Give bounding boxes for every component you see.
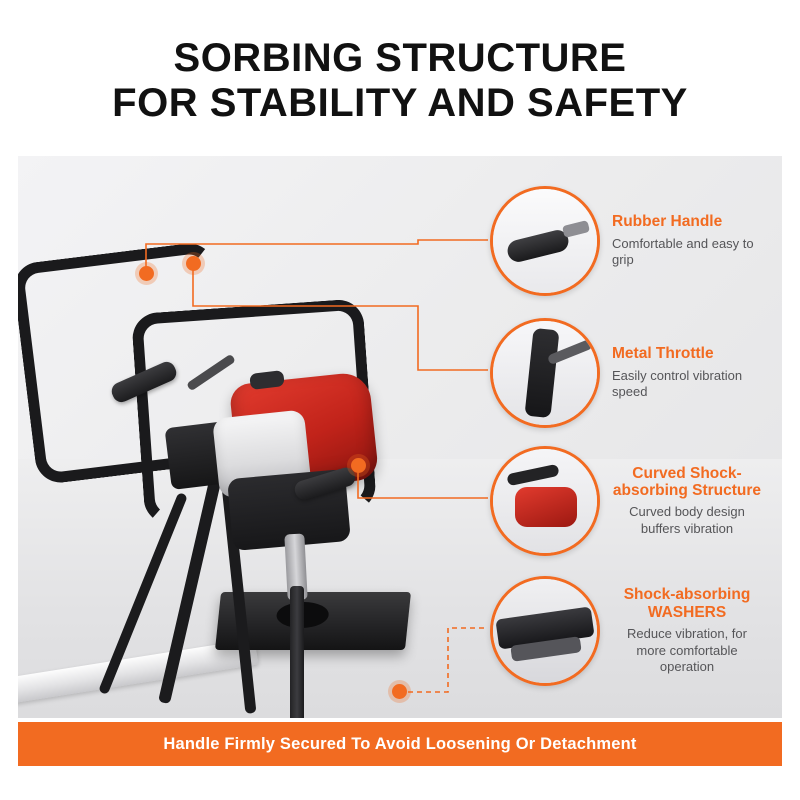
callout-shock-absorbing-washers (490, 576, 762, 686)
callout-description: Reduce vibration, for more comfortable operation (627, 625, 747, 675)
page-title (0, 36, 800, 126)
product-photo-stage (18, 156, 782, 718)
hotspot-dot-curved-structure (351, 458, 366, 473)
page-title-line-1: SORBING STRUCTURE (173, 36, 627, 80)
callout-title: Curved Shock-absorbing Structure (612, 464, 762, 499)
hotspot-dot-metal-throttle (186, 256, 201, 271)
metal-throttle-closeup-thumbnail (490, 318, 600, 428)
callout-description: Curved body design buffers vibration (629, 504, 745, 536)
callout-rubber-handle (490, 186, 762, 296)
bottom-banner-text: Handle Firmly Secured To Avoid Loosening Or Detachment (163, 734, 637, 753)
callout-title: Metal Throttle (612, 345, 714, 363)
bottom-banner (18, 722, 782, 766)
page-title-line-2: FOR STABILITY AND SAFETY (112, 80, 688, 125)
curved-structure-closeup-thumbnail (490, 446, 600, 556)
hotspot-dot-shock-washers (392, 684, 407, 699)
hotspot-dot-rubber-handle (139, 266, 154, 281)
callout-curved-shock-absorbing-structure (490, 446, 762, 556)
shock-washers-closeup-thumbnail (490, 576, 600, 686)
callout-metal-throttle (490, 318, 762, 428)
callout-title: Rubber Handle (612, 213, 723, 231)
callout-description: Comfortable and easy to grip (612, 235, 754, 268)
callout-description: Easily control vibration speed (612, 367, 743, 400)
rubber-handle-closeup-thumbnail (490, 186, 600, 296)
callout-title: Shock-absorbing WASHERS (623, 586, 751, 621)
